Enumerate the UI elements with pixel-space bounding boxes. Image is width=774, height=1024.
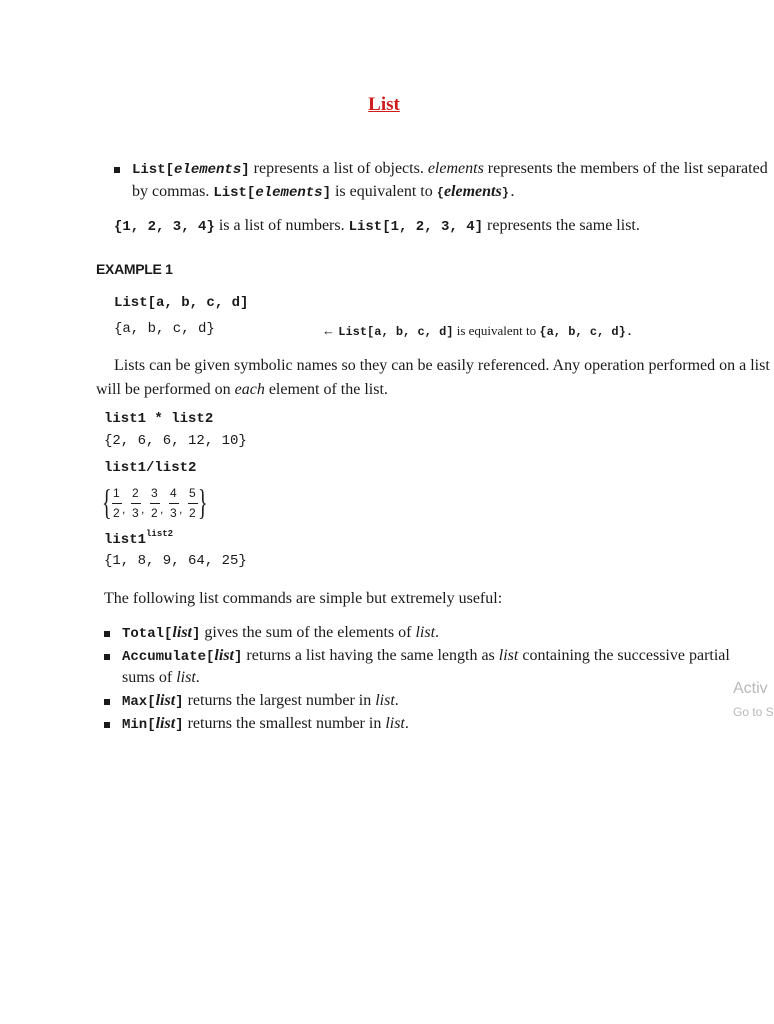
fraction-separator: , [160,502,164,516]
fraction-bar [169,503,179,504]
fraction-bar [131,503,141,504]
open-brace: { [102,482,112,522]
power-input: $list1^{list2}$ [104,529,174,548]
fraction-bar [112,503,122,504]
bullet-icon [104,699,110,705]
multiply-output: {2, 6, 6, 12, 10} [104,433,247,449]
fraction-bar [188,503,198,504]
fraction-numerator: 5 [189,486,196,500]
fraction-separator: , [141,502,145,516]
command-max: Max[list] returns the largest number in list. [122,692,399,710]
activation-watermark-title: Activ [733,680,768,697]
fraction-denominator: 2 [189,506,196,520]
fraction-separator: , [122,502,126,516]
activation-watermark-subtitle: Go to S [733,705,774,719]
bullet-icon [104,631,110,637]
command-total: Total[list] gives the sum of the elements of list. [122,624,440,642]
multiply-input: list1 * list2 [104,411,214,427]
fraction-separator: , [179,502,183,516]
fraction-denominator: 2 [113,506,120,520]
paragraph-line-1: Lists can be given symbolic names so they can be easily referenced. Any operation performed on a list [114,357,770,374]
example-input: List[a, b, c, d] [114,295,249,311]
example-output: {a, b, c, d} [114,321,215,337]
example-heading: EXAMPLE 1 [96,261,173,277]
commands-intro: The following list commands are simple but extremely useful: [104,590,503,607]
fraction-denominator: 3 [132,506,139,520]
fraction-denominator: 2 [151,506,158,520]
command-accumulate-line-2: sums of list. [122,669,200,686]
fraction-denominator: 3 [170,506,177,520]
paragraph-line-2: will be performed on each element of the list. [96,381,388,398]
page-title: List [368,94,400,115]
fraction-numerator: 2 [132,486,139,500]
fraction-bar [150,503,160,504]
numbers-line: {1, 2, 3, 4} is a list of numbers. List[1, 2, 3, 4] represents the same list. [114,217,640,235]
command-accumulate: Accumulate[list] returns a list having the same length as list containing the successive partial [122,647,730,665]
fraction-numerator: 4 [170,486,177,500]
bullet-icon [104,722,110,728]
bullet-icon [114,167,120,173]
fraction-numerator: 1 [113,486,120,500]
bullet-icon [104,654,110,660]
divide-input: list1/list2 [104,460,197,476]
fraction-numerator: 3 [151,486,158,500]
example-note: ← List[a, b, c, d] is equivalent to {a, b, c, d}. [322,323,634,339]
command-min: Min[list] returns the smallest number in list. [122,715,409,733]
intro-line-2: by commas. List[elements] is equivalent to {elements}. [132,183,517,201]
power-output: {1, 8, 9, 64, 25} [104,553,247,569]
intro-line-1: List[elements] represents a list of objects. elements represents the members of the list separated [132,160,768,178]
close-brace: } [198,482,208,522]
